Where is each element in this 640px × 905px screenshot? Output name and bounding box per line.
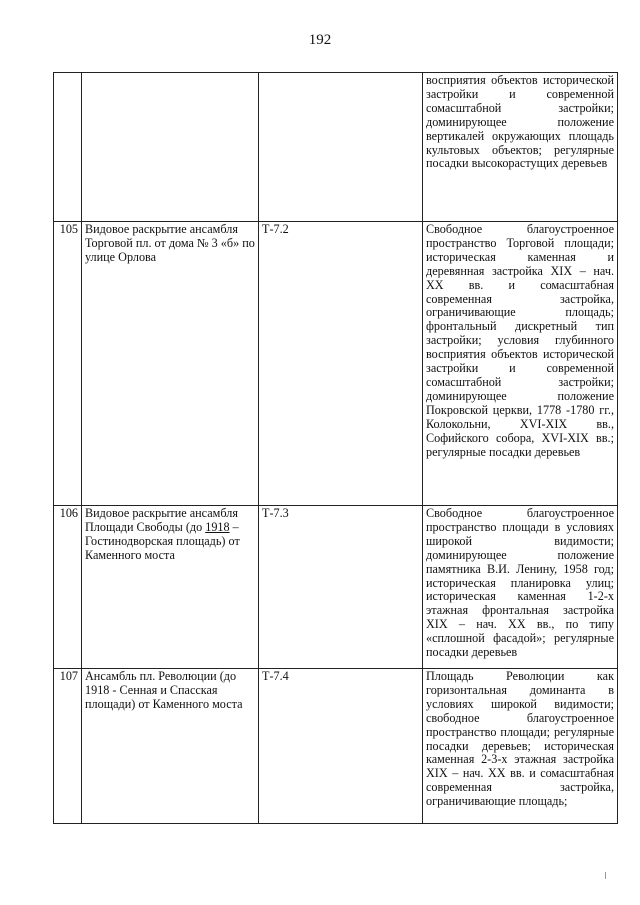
row-number: 105 (54, 222, 82, 506)
table-row (54, 669, 618, 824)
object-name: Ансамбль пл. Революции (до 1918 - Сенная и Спасская площади) от Каменного моста (82, 669, 259, 824)
page-number: 192 (308, 32, 332, 48)
protected-features: Свободное благоустроенное пространство Торговой площади; историческая каменная и деревянная застройка XIX – нач. XX вв. и сомасштабная современная застройка, ограничивающие площадь; фронтальный дискретный тип застройки; условия глубинного восприятия объектов исторической застройки и современной сомасштабной застройки; доминирующее положение Покровской церкви, 1778 -1780 гг., Колокольни, XVI-XIX вв., Софийского собора, XVI-XIX вв.; регулярные посадки деревьев (423, 222, 618, 506)
object-name (82, 73, 259, 222)
row-number: 106 (54, 506, 82, 669)
underlined-year: 1918 (205, 519, 230, 534)
protected-features: Площадь Революции как горизонтальная доминанта в условиях широкой видимости; свободное благоустроенное пространство площади; регулярные посадки деревьев; историческая каменная 2-3-х этажная застройка XIX – нач. XX вв. и сомасштабная современная застройка, ограничивающие площадь; (423, 669, 618, 824)
object-name-part: – Гостинодворская площадь) от Каменного моста (85, 519, 240, 562)
object-name (82, 506, 259, 669)
object-name: Видовое раскрытие ансамбля Торговой пл. от дома № 3 «б» по улице Орлова (82, 222, 259, 506)
protected-features: восприятия объектов исторической застройки и современной сомасштабной застройки; доминирующее положение вертикалей окружающих площадь культовых объектов; регулярные посадки высокорастущих деревьев (423, 73, 618, 222)
table-row (54, 73, 618, 222)
zone-code: Т-7.4 (259, 669, 423, 824)
zone-code: Т-7.3 (259, 506, 423, 669)
monuments-table (53, 72, 618, 824)
table-row (54, 222, 618, 506)
zone-code: Т-7.2 (259, 222, 423, 506)
row-number (54, 73, 82, 222)
row-number: 107 (54, 669, 82, 824)
object-name-part: Видовое раскрытие ансамбля Площади Свободы (до (85, 506, 238, 534)
zone-code (259, 73, 423, 222)
protected-features: Свободное благоустроенное пространство площади в условиях широкой видимости; доминирующее положение памятника В.И. Ленину, 1958 год; историческая планировка улиц; историческая каменная 1-2-х этажная фронтальная застройка XIX – нач. XX вв., по типу «сплошной фасадой»; регулярные посадки деревьев (423, 506, 618, 669)
scan-mark (605, 872, 606, 879)
table-row (54, 506, 618, 669)
